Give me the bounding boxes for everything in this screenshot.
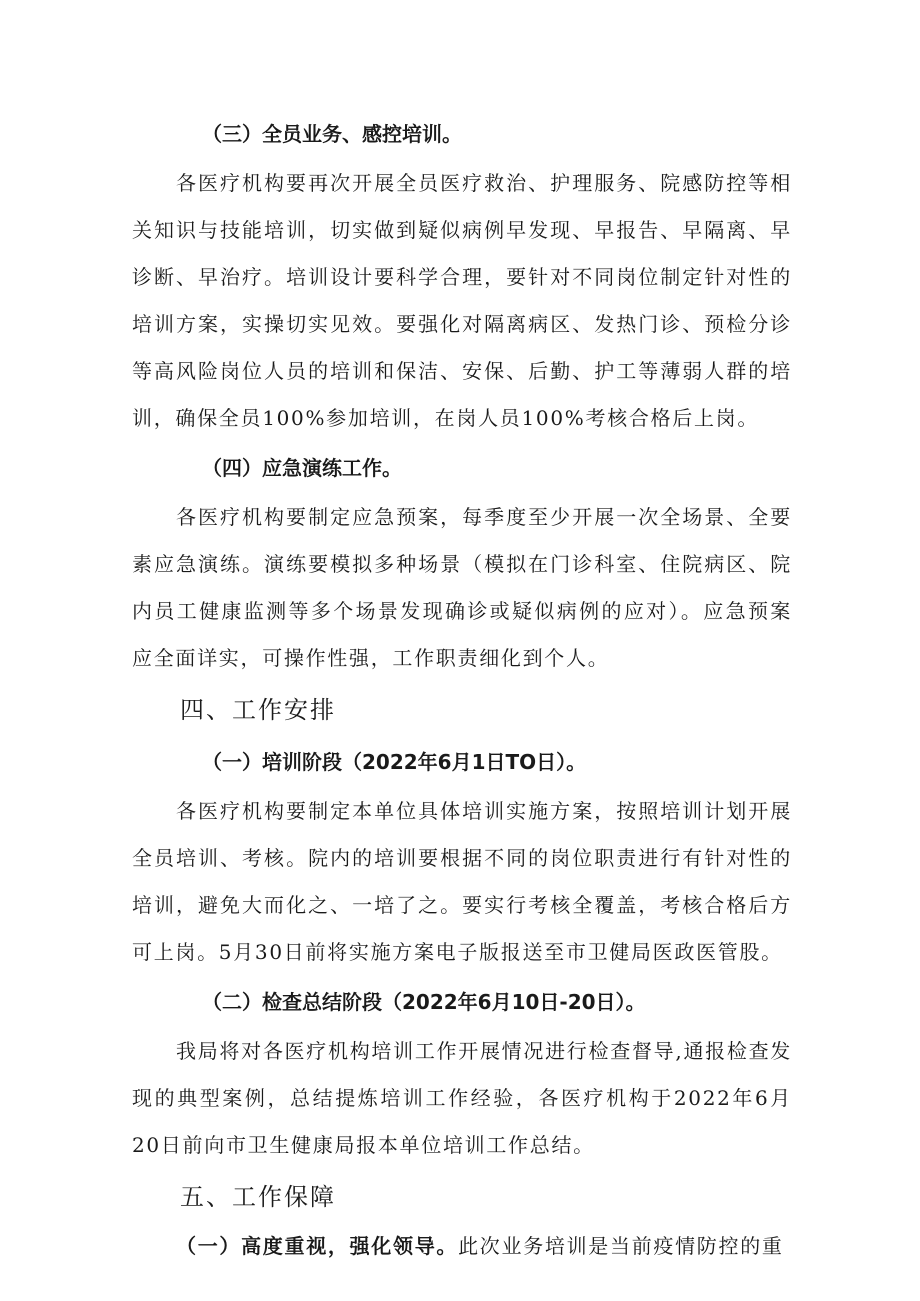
- section-heading-work-guarantee: 五、工作保障: [180, 1183, 336, 1211]
- subheading-emergency-drill: （四）应急演练工作。: [202, 456, 402, 480]
- section-heading-work-arrangement: 四、工作安排: [180, 696, 336, 724]
- subheading-inspection-phase: （二）检查总结阶段（2022年6月10日-20日）。: [202, 990, 646, 1014]
- paragraph-emergency-drill: 各医疗机构要制定应急预案，每季度至少开展一次全场景、全要素应急演练。演练要模拟多种场景（模拟在门诊科室、住院病区、院内员工健康监测等多个场景发现确诊或疑似病例的应对）。应急预案应全面详实，可操作性强，工作职责细化到个人。: [132, 505, 792, 670]
- paragraph-leadership-text: 此次业务培训是当前疫情防控的重: [458, 1234, 784, 1258]
- paragraph-leadership: [132, 1223, 792, 1270]
- subheading-staff-training: （三）全员业务、感控培训。: [202, 122, 462, 146]
- subheading-training-phase: （一）培训阶段（2022年6月1日TO日）。: [202, 750, 587, 774]
- paragraph-training-phase: 各医疗机构要制定本单位具体培训实施方案，按照培训计划开展全员培训、考核。院内的培训要根据不同的岗位职责进行有针对性的培训，避免大而化之、一培了之。要实行考核全覆盖，考核合格后方可上岗。5月30日前将实施方案电子版报送至市卫健局医政医管股。: [132, 799, 792, 964]
- paragraph-inspection-phase: 我局将对各医疗机构培训工作开展情况进行检查督导,通报检查发现的典型案例，总结提炼培训工作经验，各医疗机构于2022年6月20日前向市卫生健康局报本单位培训工作总结。: [132, 1039, 792, 1157]
- paragraph-staff-training: 各医疗机构要再次开展全员医疗救治、护理服务、院感防控等相关知识与技能培训，切实做到疑似病例早发现、早报告、早隔离、早诊断、早治疗。培训设计要科学合理，要针对不同岗位制定针对性的培训方案，实操切实见效。要强化对隔离病区、发热门诊、预检分诊等高风险岗位人员的培训和保洁、安保、后勤、护工等薄弱人群的培训，确保全员100%参加培训，在岗人员100%考核合格后上岗。: [132, 171, 792, 430]
- paragraph-leadership-lead: （一）高度重视，强化领导。: [176, 1234, 459, 1258]
